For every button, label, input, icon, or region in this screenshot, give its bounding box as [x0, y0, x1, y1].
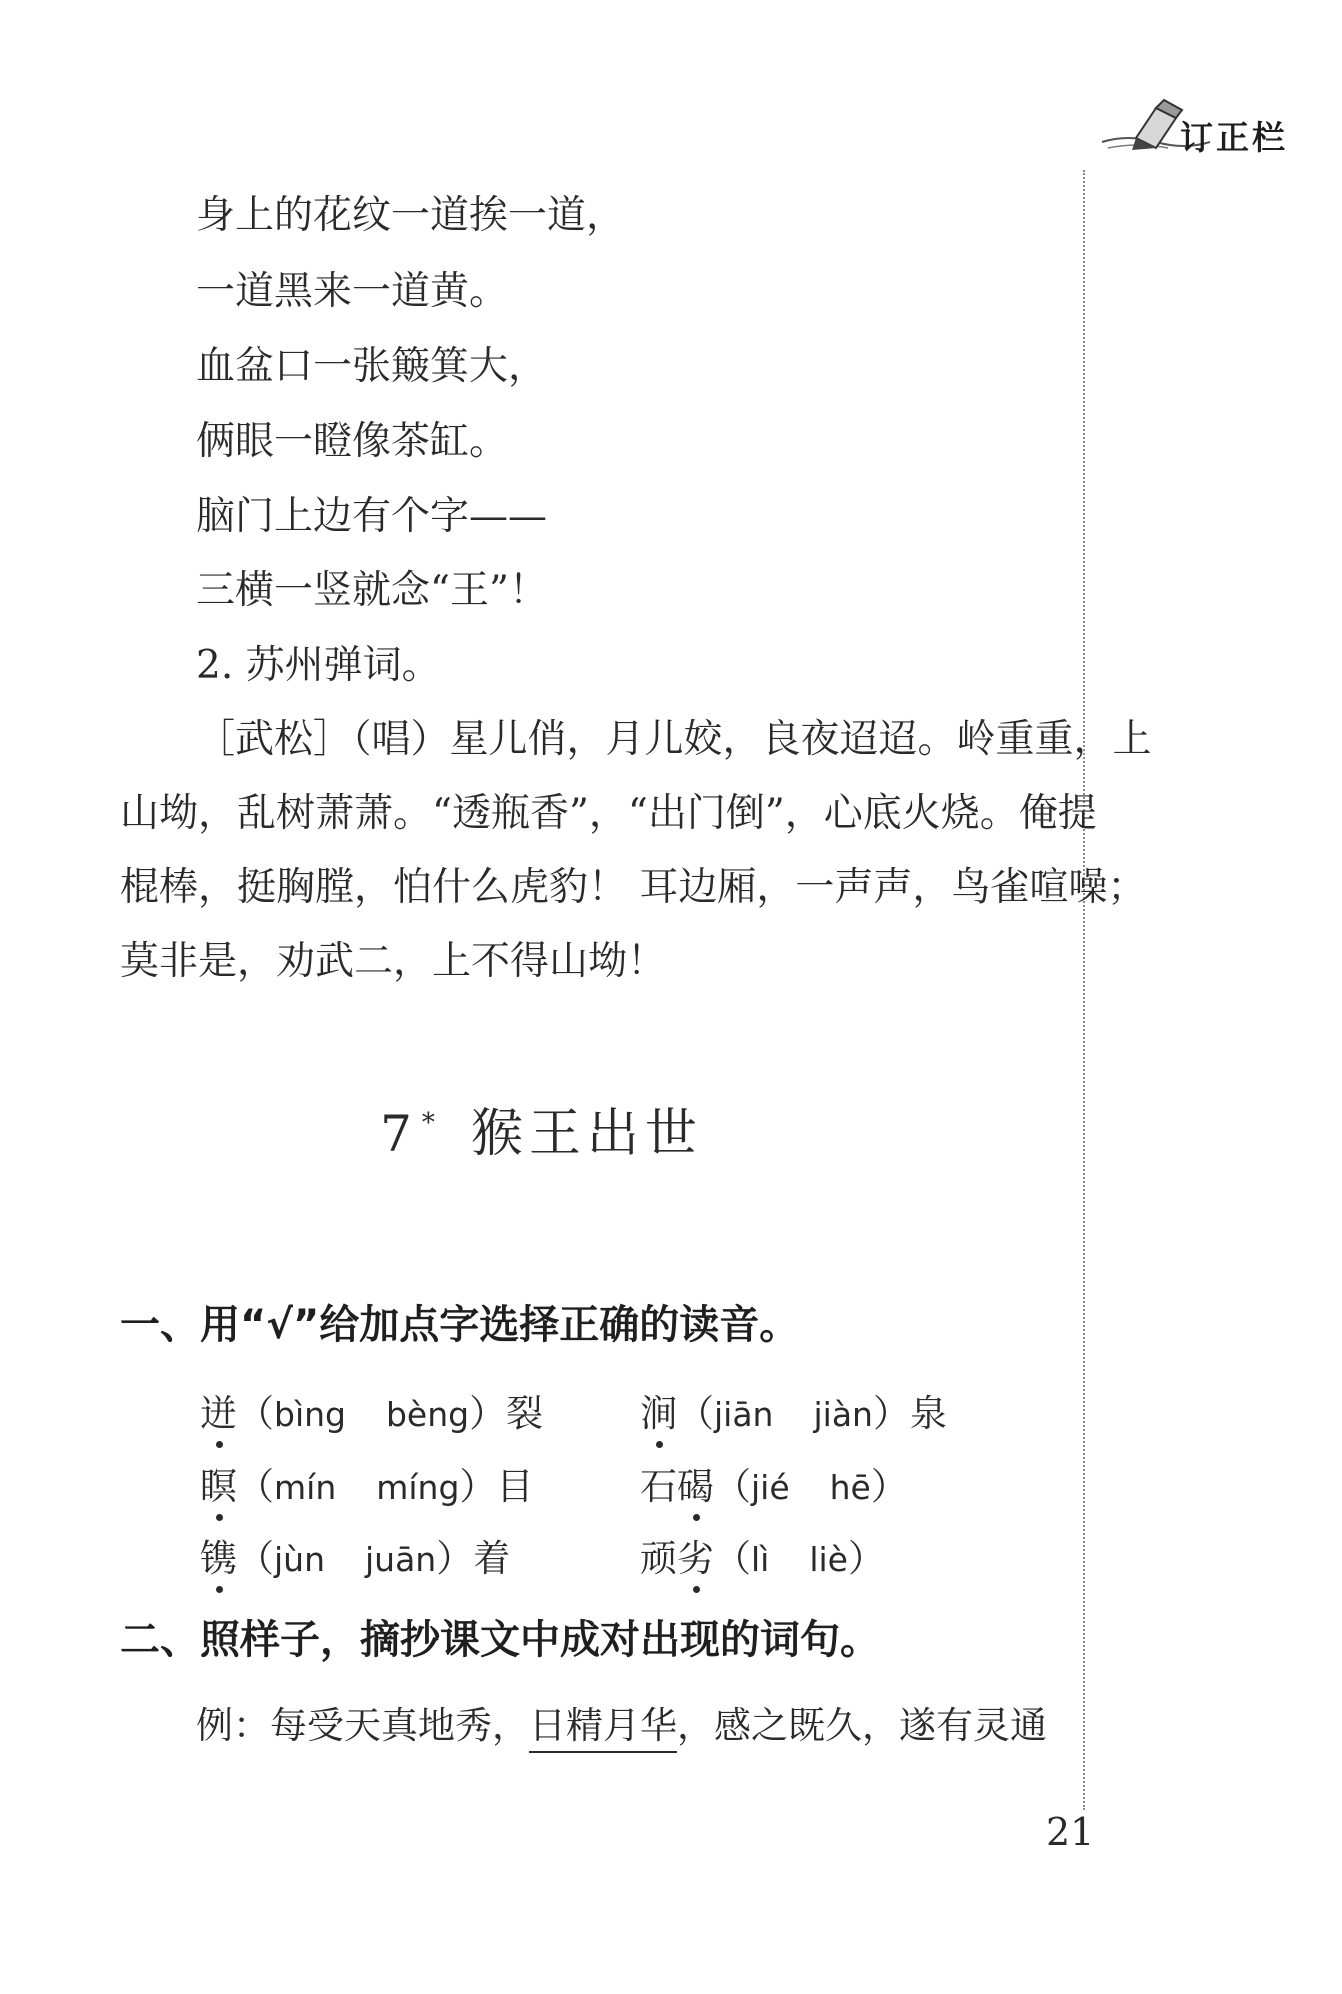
pinyin-item: 镌（jùn juān）着 [200, 1537, 511, 1580]
pinyin-option[interactable]: lì [751, 1540, 770, 1579]
page-number: 21 [1046, 1810, 1095, 1854]
dotted-char: 涧 [640, 1392, 677, 1435]
margin-title: 订正栏 [1180, 118, 1288, 157]
poem-line: 俩眼一瞪像茶缸。 [196, 419, 509, 464]
dotted-char: 瞑 [200, 1465, 237, 1508]
example-sentence: 例：每受天真地秀，日精月华，感之既久，遂有灵通 [196, 1707, 1047, 1744]
pinyin-item: 迸（bìng bèng）裂 [200, 1392, 544, 1435]
pinyin-option[interactable]: jùn [274, 1540, 325, 1579]
pinyin-item: 瞑（mín míng）目 [200, 1465, 534, 1508]
pinyin-item: 石碣（jié hē） [640, 1465, 908, 1508]
pinyin-item: 涧（jiān jiàn）泉 [640, 1392, 947, 1435]
paragraph-line: 棍棒，挺胸膛，怕什么虎豹！ 耳边厢，一声声，鸟雀喧噪； [120, 865, 1147, 910]
paragraph-line: ［武松］（唱）星儿俏，月儿姣，良夜迢迢。岭重重，上 [196, 717, 1152, 762]
dotted-char: 镌 [200, 1537, 237, 1580]
lesson-heading [0, 1104, 1083, 1164]
item-2-title: 2. 苏州弹词。 [196, 643, 441, 688]
pinyin-option[interactable]: míng [376, 1468, 460, 1507]
poem-line: 三横一竖就念“王”！ [196, 568, 548, 613]
dotted-char: 劣 [677, 1537, 714, 1580]
pinyin-option[interactable]: juān [365, 1540, 437, 1579]
dotted-char: 碣 [677, 1465, 714, 1508]
paragraph-line: 莫非是，劝武二，上不得山坳！ [120, 939, 667, 984]
lesson-title: 猴王出世 [470, 1104, 703, 1164]
margin-header [1098, 98, 1312, 158]
poem-line: 血盆口一张簸箕大， [196, 344, 548, 389]
pinyin-option[interactable]: jiàn [813, 1395, 873, 1434]
pinyin-option[interactable]: liè [809, 1540, 848, 1579]
pinyin-option[interactable]: jiān [714, 1395, 774, 1434]
lesson-mark: * [421, 1108, 441, 1138]
lesson-number: 7 [380, 1105, 418, 1163]
pinyin-option[interactable]: mín [274, 1468, 337, 1507]
dotted-char: 迸 [200, 1392, 237, 1435]
poem-line: 一道黑来一道黄。 [196, 269, 509, 314]
poem-line: 脑门上边有个字—— [196, 494, 548, 539]
underlined-phrase: 日精月华 [529, 1704, 677, 1753]
section-1-title: 一、用“√”给加点字选择正确的读音。 [120, 1302, 800, 1348]
pinyin-option[interactable]: bèng [385, 1395, 470, 1434]
pinyin-option[interactable]: jié [751, 1468, 790, 1507]
margin-divider [1083, 170, 1085, 1810]
section-2-title: 二、照样子，摘抄课文中成对出现的词句。 [120, 1617, 880, 1663]
poem-line: 身上的花纹一道挨一道， [196, 193, 626, 238]
pinyin-option[interactable]: bìng [274, 1395, 346, 1434]
paragraph-line: 山坳，乱树萧萧。“透瓶香”，“出门倒”，心底火烧。俺提 [120, 791, 1097, 836]
pinyin-item: 顽劣（lì liè） [640, 1537, 885, 1580]
pinyin-option[interactable]: hē [829, 1468, 871, 1507]
